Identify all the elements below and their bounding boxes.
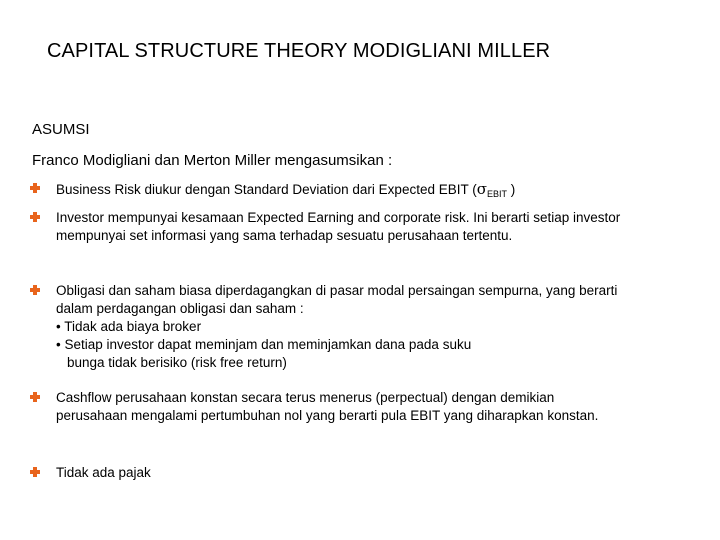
- bullet-line: mempunyai set informasi yang sama terhadap sesuatu perusahaan tertentu.: [56, 228, 513, 243]
- bullet-line: perusahaan mengalami pertumbuhan nol yang berarti pula EBIT yang diharapkan konstan.: [56, 408, 599, 423]
- sigma-symbol: σ: [476, 180, 487, 198]
- ebit-subscript: EBIT: [486, 189, 507, 199]
- sub-bullet: • Tidak ada biaya broker: [56, 319, 202, 334]
- sub-bullet: • Setiap investor dapat meminjam dan meminjamkan dana pada suku: [56, 337, 472, 352]
- bullet-text: [56, 209, 696, 245]
- bullet-line: Tidak ada pajak: [56, 465, 151, 480]
- intro-text: Franco Modigliani dan Merton Miller mengasumsikan :: [32, 152, 393, 169]
- bullet-text: [56, 389, 696, 425]
- bullet-text-after: ): [507, 182, 516, 197]
- plus-cross-icon: [30, 467, 40, 477]
- bullet-text: [56, 282, 696, 372]
- bullet-line: Investor mempunyai kesamaan Expected Earning and corporate risk. Ini berarti setiap investor: [56, 210, 621, 225]
- bullet-line: Obligasi dan saham biasa diperdagangkan di pasar modal persaingan sempurna, yang berarti: [56, 283, 618, 298]
- sub-bullet-continuation: bunga tidak berisiko (risk free return): [67, 355, 287, 370]
- plus-cross-icon: [30, 285, 40, 295]
- section-heading: ASUMSI: [32, 121, 90, 138]
- plus-cross-icon: [30, 183, 40, 193]
- bullet-line: dalam perdagangan obligasi dan saham :: [56, 301, 304, 316]
- plus-cross-icon: [30, 212, 40, 222]
- bullet-text-before: Business Risk diukur dengan Standard Deviation dari Expected EBIT (: [56, 182, 477, 197]
- bullet-line: Cashflow perusahaan konstan secara terus menerus (perpectual) dengan demikian: [56, 390, 555, 405]
- plus-cross-icon: [30, 392, 40, 402]
- bullet-text: [56, 464, 696, 482]
- slide-title: CAPITAL STRUCTURE THEORY MODIGLIANI MILLER: [47, 40, 551, 62]
- bullet-text: [56, 180, 696, 203]
- bullet-line: [56, 180, 696, 203]
